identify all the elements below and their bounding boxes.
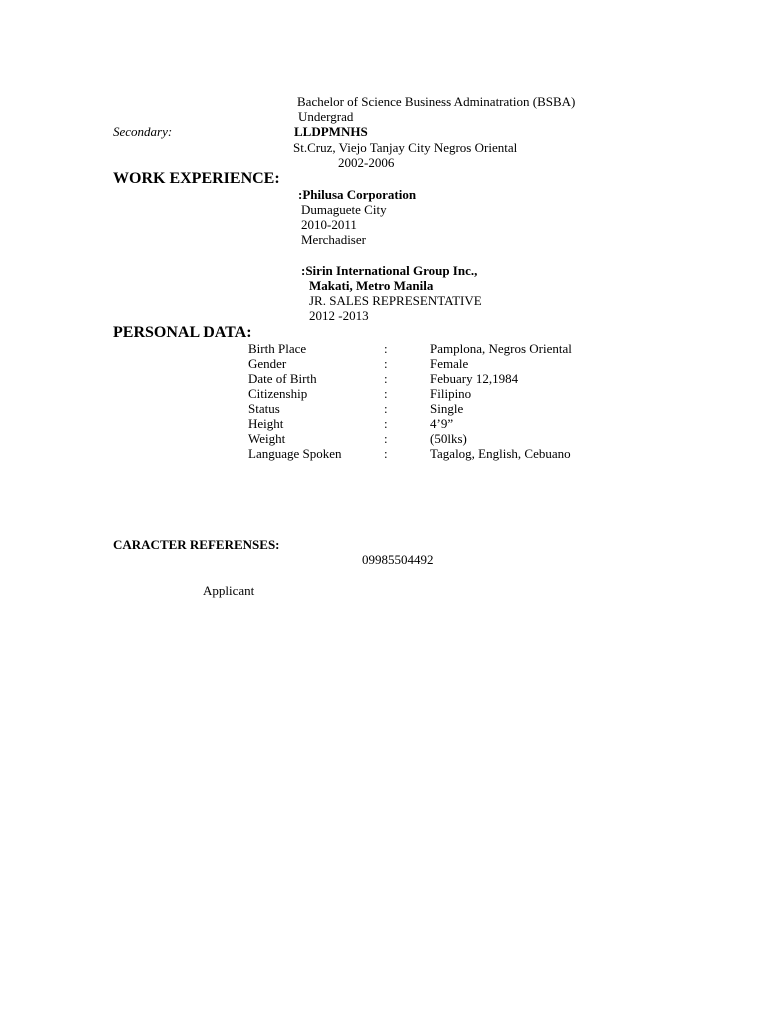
job-2-years: 2012 -2013 bbox=[309, 308, 369, 323]
job-1-company: :Philusa Corporation bbox=[298, 187, 417, 202]
date-of-birth-value: Febuary 12,1984 bbox=[430, 371, 519, 386]
language-spoken-label: Language Spoken bbox=[248, 446, 342, 461]
citizenship-label: Citizenship bbox=[248, 386, 308, 401]
language-spoken-separator: : bbox=[384, 446, 388, 461]
secondary-school-address: St.Cruz, Viejo Tanjay City Negros Oriental bbox=[293, 140, 518, 155]
applicant-signature-label: Applicant bbox=[203, 583, 255, 598]
citizenship-separator: : bbox=[384, 386, 388, 401]
gender-separator: : bbox=[384, 356, 388, 371]
height-label: Height bbox=[248, 416, 284, 431]
personal-data-heading: PERSONAL DATA: bbox=[113, 324, 252, 341]
status-value: Single bbox=[430, 401, 464, 416]
degree-text: Bachelor of Science Business Adminatration (BSBA) bbox=[297, 94, 576, 109]
reference-phone-number: 09985504492 bbox=[362, 552, 434, 567]
citizenship-value: Filipino bbox=[430, 386, 472, 401]
height-separator: : bbox=[384, 416, 388, 431]
weight-separator: : bbox=[384, 431, 388, 446]
gender-value: Female bbox=[430, 356, 469, 371]
weight-label: Weight bbox=[248, 431, 286, 446]
height-value: 4’9” bbox=[430, 416, 454, 431]
date-of-birth-separator: : bbox=[384, 371, 388, 386]
job-2-location: Makati, Metro Manila bbox=[309, 278, 434, 293]
degree-status-text: Undergrad bbox=[298, 109, 354, 124]
language-spoken-value: Tagalog, English, Cebuano bbox=[430, 446, 571, 461]
birth-place-label: Birth Place bbox=[248, 341, 307, 356]
secondary-school-name: LLDPMNHS bbox=[294, 124, 368, 139]
birth-place-value: Pamplona, Negros Oriental bbox=[430, 341, 572, 356]
status-label: Status bbox=[248, 401, 280, 416]
secondary-school-years: 2002-2006 bbox=[338, 155, 395, 170]
weight-value: (50lks) bbox=[430, 431, 467, 446]
date-of-birth-label: Date of Birth bbox=[248, 371, 317, 386]
job-1-years: 2010-2011 bbox=[301, 217, 357, 232]
job-2-position: JR. SALES REPRESENTATIVE bbox=[309, 293, 482, 308]
job-1-position: Merchadiser bbox=[301, 232, 366, 247]
secondary-label: Secondary: bbox=[113, 124, 173, 139]
character-references-heading: CARACTER REFERENSES: bbox=[113, 537, 280, 552]
status-separator: : bbox=[384, 401, 388, 416]
birth-place-separator: : bbox=[384, 341, 388, 356]
gender-label: Gender bbox=[248, 356, 287, 371]
job-2-company: :Sirin International Group Inc., bbox=[301, 263, 478, 278]
work-experience-heading: WORK EXPERIENCE: bbox=[113, 170, 280, 187]
job-1-location: Dumaguete City bbox=[301, 202, 387, 217]
